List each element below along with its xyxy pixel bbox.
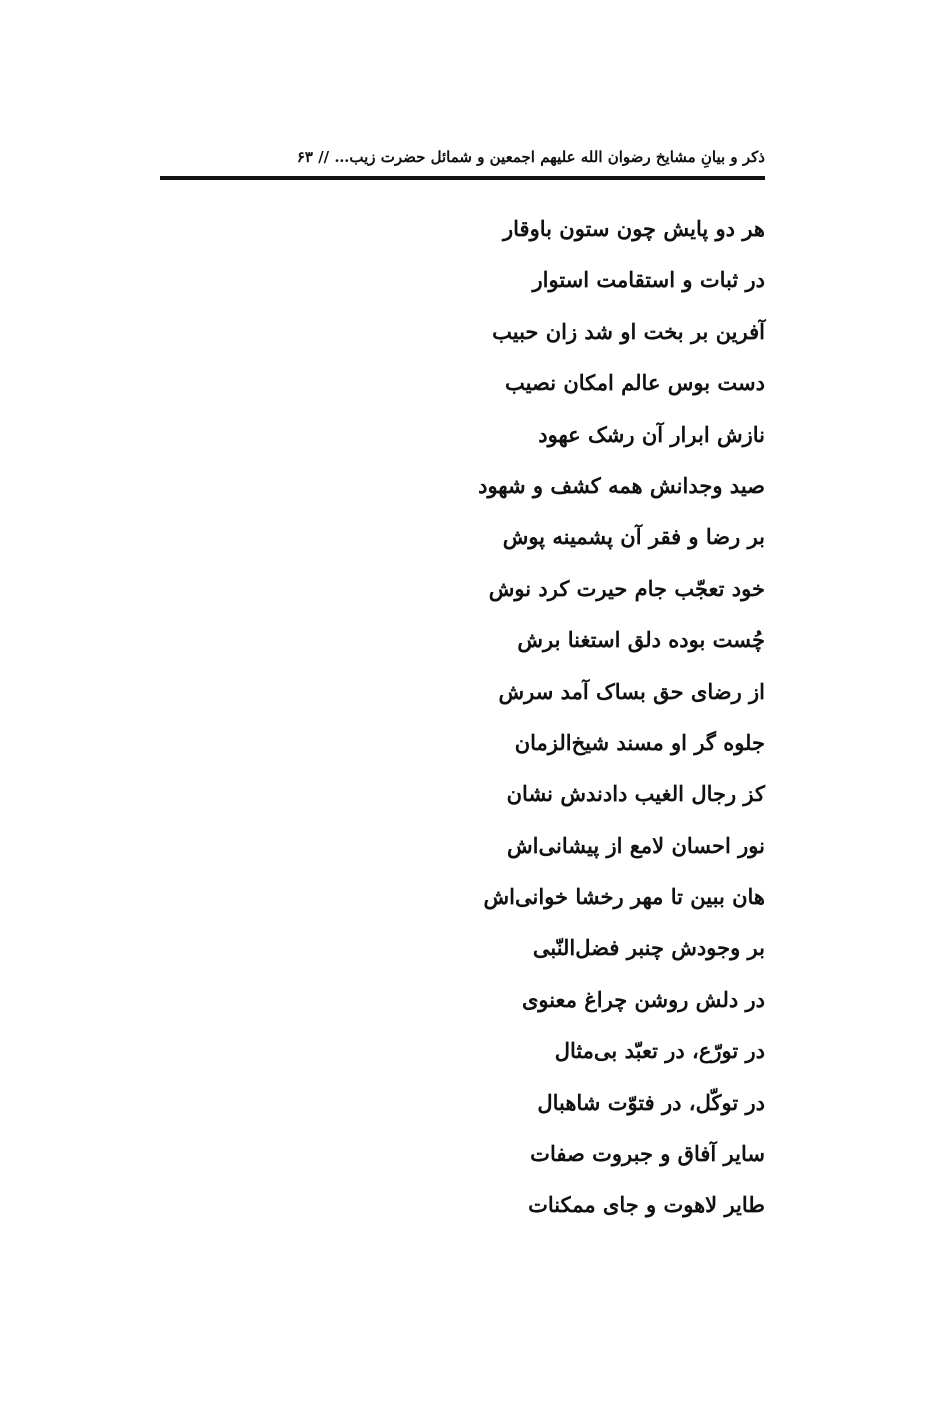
verse-line: هان ببین تا مهر رخشا خوانی‌اش bbox=[483, 884, 765, 910]
verse-line: در دلش روشن چراغ معنوی bbox=[521, 986, 765, 1012]
verse-line: بر رضا و فقر آن پشمینه پوش bbox=[502, 524, 765, 550]
verse-line: سایر آفاق و جبروت صفات bbox=[530, 1141, 765, 1167]
verse-list bbox=[160, 207, 765, 1235]
verse-line: از رضای حق بساک آمد سرش bbox=[498, 678, 765, 704]
verse-line: چُست بوده دلق استغنا برش bbox=[517, 627, 765, 653]
verse-line: نازش ابرار آن رشک عهود bbox=[538, 421, 765, 447]
running-header: ذکر و بیانِ مشایخ رضوان الله علیهم اجمعین و شمائل حضرت زیب… // ۶۳ bbox=[296, 148, 765, 166]
verse-line: بر وجودش چنبر فضل‌النّبی bbox=[532, 935, 765, 961]
verse-line: خود تعجّب جام حیرت کرد نوش bbox=[488, 575, 765, 601]
verse-line: در تورّع، در تعبّد بی‌مثال bbox=[554, 1038, 765, 1064]
verse-line: در توکّل، در فتوّت شاهبال bbox=[537, 1089, 765, 1115]
header-rule bbox=[160, 176, 765, 180]
verse-line: صید وجدانش همه کشف و شهود bbox=[478, 472, 765, 498]
verse-line: دست بوس عالم امکان نصیب bbox=[505, 370, 765, 396]
verse-line: هر دو پایش چون ستون باوقار bbox=[503, 216, 765, 241]
verse-line: آفرین بر بخت او شد زان حبیب bbox=[492, 318, 765, 344]
verse-line: طایر لاهوت و جای ممکنات bbox=[528, 1192, 765, 1218]
verse-line: در ثبات و استقامت استوار bbox=[532, 267, 765, 293]
verse-line: نور احسان لامع از پیشانی‌اش bbox=[507, 832, 765, 858]
verse-line: کز رجال الغیب دادندش نشان bbox=[506, 781, 765, 807]
verse-line: جلوه گر او مسند شیخ‌الزمان bbox=[514, 729, 765, 755]
